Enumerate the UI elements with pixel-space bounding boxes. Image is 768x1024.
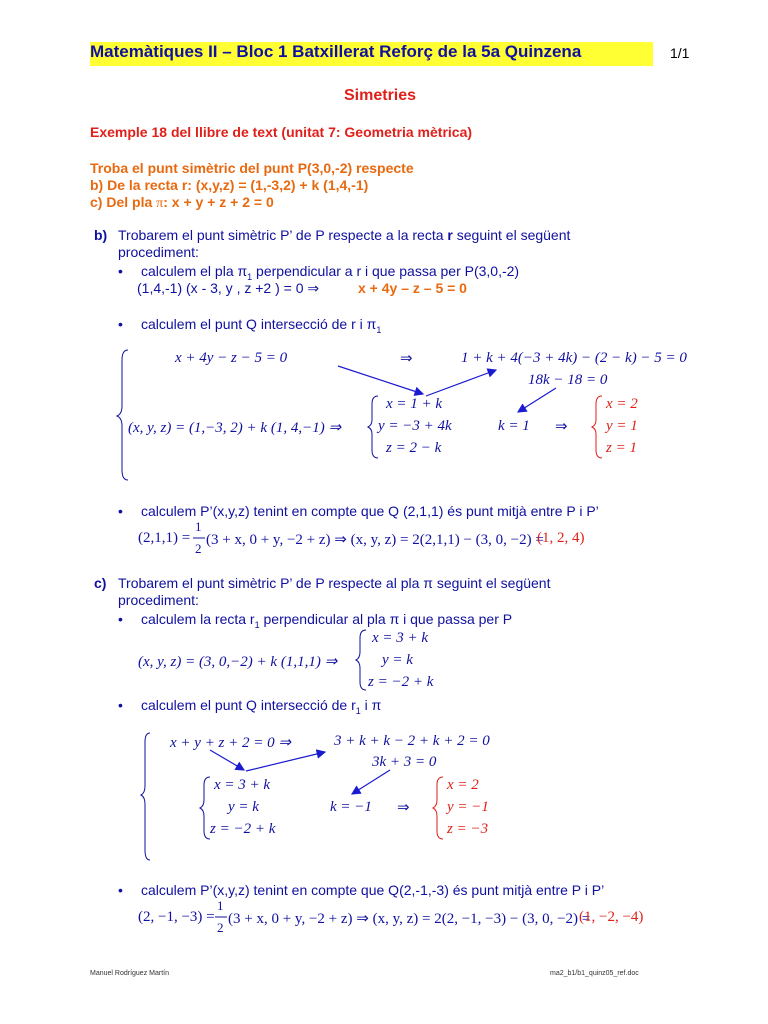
arrow-to-substitution [210, 750, 244, 770]
implies-arrow: ⇒ [400, 351, 413, 367]
part-c-step-2: calculem el punt Q intersecció de $r_1$ i π [141, 697, 382, 716]
part-b-step-2: calculem el punt Q intersecció de r i $\pi_1$ [141, 316, 382, 335]
line-parametric-form: (x, y, z) = (1,−3, 2) + k (1, 4,−1) ⇒ [128, 420, 342, 436]
plane-equation-derivation: (1,4,-1) (x - 3, y , z +2 ) = 0 ⇒ [137, 280, 320, 296]
bullet-icon: • [118, 882, 123, 898]
result-x: x = 2 [447, 777, 479, 793]
arrow-to-substitution [338, 366, 423, 394]
substituted-equation: 3 + k + k − 2 + k + 2 = 0 [334, 733, 490, 749]
bullet-icon: • [118, 503, 123, 519]
symmetric-point-result: (1, −2, −4) [579, 909, 644, 925]
implies-arrow: ⇒ [555, 419, 568, 435]
part-c-label: c) [94, 575, 107, 591]
arrow-to-substitution [426, 370, 496, 396]
system-plane-equation: x + y + z + 2 = 0 ⇒ [170, 735, 291, 751]
result-y: y = −1 [447, 799, 489, 815]
system-y: y = k [228, 799, 259, 815]
part-c-intro: Trobarem el punt simètric P’ de P respecte al pla π seguint el següent [118, 575, 551, 591]
part-b-label: b) [94, 227, 108, 243]
system-x: x = 3 + k [214, 777, 271, 793]
symmetric-point-result: (1, 2, 4) [537, 530, 585, 546]
result-z: z = 1 [606, 440, 637, 456]
bullet-icon: • [118, 697, 123, 713]
footer-author: Manuel Rodríguez Martín [90, 970, 169, 977]
line-y: y = k [382, 652, 413, 668]
k-value: k = −1 [330, 799, 372, 815]
param-x: x = 1 + k [386, 396, 443, 412]
result-brace [433, 777, 443, 839]
document-header-title: Matemàtiques II – Bloc 1 Batxillerat Reforç de la 5a Quinzena [90, 42, 582, 61]
plane-equation-result: x + 4y – z – 5 = 0 [358, 280, 467, 296]
fraction-denominator: 2 [217, 920, 224, 935]
system-z: z = −2 + k [210, 821, 276, 837]
param-brace [200, 777, 210, 839]
system-plane-equation: x + 4y − z − 5 = 0 [175, 350, 288, 366]
result-brace [592, 396, 602, 458]
line-brace [356, 630, 366, 690]
part-b-intro: Trobarem el punt simètric P’ de P respecte a la recta r seguint el següent [118, 227, 571, 243]
line-z: z = −2 + k [368, 674, 434, 690]
bullet-icon: • [118, 316, 123, 332]
simplified-equation: 18k − 18 = 0 [528, 372, 608, 388]
bullet-icon: • [118, 611, 123, 627]
fraction-numerator: 1 [217, 898, 224, 913]
param-y: y = −3 + 4k [378, 418, 452, 434]
line-x: x = 3 + k [372, 630, 429, 646]
result-x: x = 2 [606, 396, 638, 412]
arrow-to-k [518, 388, 556, 412]
substituted-equation: 1 + k + 4(−3 + 4k) − (2 − k) − 5 = 0 [461, 350, 687, 366]
part-b-step-1: calculem el pla $\pi_1$ perpendicular a r i que passa per P(3,0,-2) [141, 263, 520, 282]
simplified-equation: 3k + 3 = 0 [372, 754, 437, 770]
page-number: 1/1 [670, 45, 690, 61]
result-y: y = 1 [606, 418, 638, 434]
problem-line-1: Troba el punt simètric del punt P(3,0,-2) respecte [90, 160, 414, 176]
midpoint-rhs: (3 + x, 0 + y, −2 + z) ⇒ (x, y, z) = 2(2,1,1) − (3, 0, −2) = [206, 532, 544, 548]
param-z: z = 2 − k [386, 440, 442, 456]
fraction-numerator: 1 [195, 519, 202, 534]
part-b-step-3: calculem P’(x,y,z) tenint en compte que Q (2,1,1) és punt mitjà entre P i P’ [141, 503, 599, 519]
footer-filename: ma2_b1/b1_quinz05_ref.doc [550, 970, 639, 977]
param-brace [368, 396, 378, 458]
page-title: Simetries [344, 87, 417, 104]
implies-arrow: ⇒ [397, 800, 410, 816]
problem-line-2: b) De la recta r: (x,y,z) = (1,-3,2) + k (1,4,-1) [90, 177, 369, 193]
arrow-to-k [352, 770, 390, 794]
example-reference: Exemple 18 del llibre de text (unitat 7: Geometria mètrica) [90, 124, 473, 140]
fraction-denominator: 2 [195, 541, 202, 556]
system-brace [141, 733, 150, 860]
midpoint-lhs: (2,1,1) = [138, 530, 191, 546]
midpoint-rhs: (3 + x, 0 + y, −2 + z) ⇒ (x, y, z) = 2(2, −1, −3) − (3, 0, −2) = [228, 911, 591, 927]
arrow-to-substitution [246, 752, 325, 771]
part-b-intro-2: procediment: [118, 244, 199, 260]
bullet-icon: • [118, 263, 123, 279]
part-c-step-1: calculem la recta $r_1$ perpendicular al pla π i que passa per P [141, 611, 513, 630]
part-c-intro-2: procediment: [118, 592, 199, 608]
line-r1-parametric-form: (x, y, z) = (3, 0,−2) + k (1,1,1) ⇒ [138, 654, 338, 670]
result-z: z = −3 [447, 821, 489, 837]
part-c-step-3: calculem P’(x,y,z) tenint en compte que Q(2,-1,-3) és punt mitjà entre P i P’ [141, 882, 605, 898]
system-brace [117, 350, 128, 480]
midpoint-lhs: (2, −1, −3) = [138, 909, 215, 925]
problem-line-3: c) Del pla π: x + y + z + 2 = 0 [90, 194, 274, 211]
k-value: k = 1 [498, 418, 530, 434]
